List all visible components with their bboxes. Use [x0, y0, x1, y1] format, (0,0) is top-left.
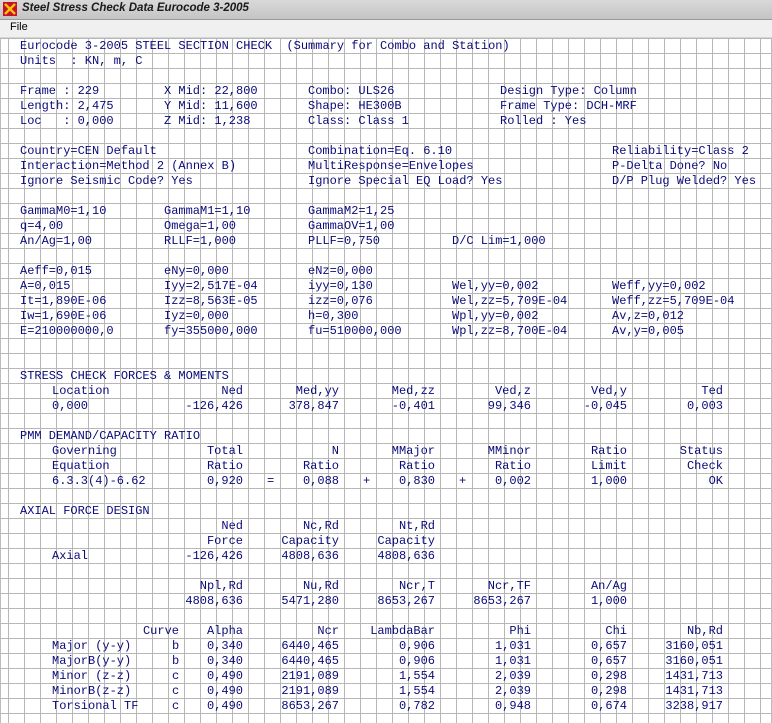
buckling-ncr: 6440,465 [281, 654, 339, 668]
prop-avz: Av,z=0,012 [612, 309, 685, 323]
forces-vedz: 99,346 [487, 399, 531, 413]
axial-header-ncrd: Nc,Rd [302, 519, 339, 533]
pmm-equals: = [267, 474, 275, 488]
forces-medzz: -0,401 [391, 399, 435, 413]
pmm-header-ratio: Ratio [590, 444, 627, 458]
forces-ned: -126,426 [185, 399, 243, 413]
pmm-mmajor-ratio: 0,830 [398, 474, 435, 488]
section-class: Class: Class 1 [308, 114, 409, 128]
pmm-plus-2: + [459, 474, 467, 488]
buckling-lambdabar: 1,554 [398, 684, 435, 698]
buckling-alpha: 0,340 [206, 654, 243, 668]
frame-length: Length: 2,475 [20, 99, 114, 113]
buckling-mode: MinorB(z-z) [52, 684, 132, 698]
pmm-header-limit: Limit [590, 459, 627, 473]
buckling-mode: MajorB(y-y) [52, 654, 132, 668]
interaction: Interaction=Method 2 (Annex B) [20, 159, 237, 173]
buckling-mode: Minor (z-z) [52, 669, 132, 683]
q-factor: q=4,00 [20, 219, 64, 233]
prop-iyy-radius: iyy=0,130 [308, 279, 373, 293]
buckling-phi: 1,031 [494, 639, 531, 653]
gamma-m0: GammaM0=1,10 [20, 204, 107, 218]
pmm-title: PMM DEMAND/CAPACITY RATIO [20, 429, 201, 443]
axial-header-capacity-t: Capacity [377, 534, 435, 548]
gamma-ov: GammaOV=1,00 [308, 219, 395, 233]
prop-fu: fu=510000,000 [308, 324, 402, 338]
buckling-phi: 1,031 [494, 654, 531, 668]
pmm-status: OK [708, 474, 723, 488]
menu-bar [0, 20, 772, 38]
axial-ntrd: 4808,636 [377, 549, 435, 563]
menu-file[interactable]: File [10, 21, 28, 33]
prop-fy: fy=355000,000 [164, 324, 258, 338]
buckling-chi: 0,298 [590, 669, 627, 683]
prop-aeff: Aeff=0,015 [20, 264, 93, 278]
prop-e: E=210000000,0 [20, 324, 114, 338]
axial-ncrd: 4808,636 [281, 549, 339, 563]
dc-limit: D/C Lim=1,000 [452, 234, 546, 248]
pmm-mminor-ratio: 0,002 [494, 474, 531, 488]
combo: Combo: ULS26 [308, 84, 395, 98]
prop-eny: eNy=0,000 [164, 264, 229, 278]
buckling-header-chi: Chi [605, 624, 627, 638]
buckling-alpha: 0,490 [206, 669, 243, 683]
pmm-header-mminor-ratio: Ratio [494, 459, 531, 473]
rolled: Rolled : Yes [500, 114, 587, 128]
axial-header-capacity-c: Capacity [281, 534, 339, 548]
prop-welyy: Wel,yy=0,002 [452, 279, 539, 293]
axial-ncrt: 8653,267 [377, 594, 435, 608]
forces-medyy: 378,847 [288, 399, 339, 413]
axial-header-ncrtf: Ncr,TF [487, 579, 531, 593]
multiresponse: MultiResponse=Envelopes [308, 159, 474, 173]
buckling-alpha: 0,340 [206, 639, 243, 653]
pdelta: P-Delta Done? No [612, 159, 728, 173]
buckling-chi: 0,674 [590, 699, 627, 713]
buckling-curve: c [172, 684, 180, 698]
buckling-header-ncr: Ncr [317, 624, 339, 638]
forces-header-medzz: Med,zz [391, 384, 435, 398]
ignore-special: Ignore Special EQ Load? Yes [308, 174, 503, 188]
pmm-header-n: N [331, 444, 339, 458]
prop-izz-radius: izz=0,076 [308, 294, 373, 308]
buckling-chi: 0,657 [590, 654, 627, 668]
forces-header-vedy: Ved,y [590, 384, 627, 398]
prop-iyz: Iyz=0,000 [164, 309, 229, 323]
buckling-mode: Torsional TF [52, 699, 139, 713]
pmm-header-status: Status [679, 444, 723, 458]
axial-header-force: Force [206, 534, 243, 548]
buckling-nbrd: 3160,051 [665, 654, 723, 668]
buckling-lambdabar: 0,906 [398, 654, 435, 668]
gamma-m1: GammaM1=1,10 [164, 204, 251, 218]
forces-header-ted: Ted [701, 384, 723, 398]
axial-anag: 1,000 [590, 594, 627, 608]
axial-header-ncrt: Ncr,T [398, 579, 435, 593]
frame-type: Frame Type: DCH-MRF [500, 99, 637, 113]
buckling-chi: 0,298 [590, 684, 627, 698]
pmm-plus-1: + [363, 474, 371, 488]
buckling-ncr: 8653,267 [281, 699, 339, 713]
forces-header-medyy: Med,yy [295, 384, 339, 398]
app-icon [3, 2, 17, 16]
buckling-ncr: 2191,089 [281, 684, 339, 698]
rllf: RLLF=1,000 [164, 234, 237, 248]
prop-iw: Iw=1,690E-06 [20, 309, 107, 323]
buckling-curve: b [172, 654, 180, 668]
forces-location: 0,000 [52, 399, 89, 413]
omega: Omega=1,00 [164, 219, 237, 233]
frame-loc: Loc : 0,000 [20, 114, 114, 128]
prop-weffzz: Weff,zz=5,709E-04 [612, 294, 735, 308]
pmm-header-n-ratio: Ratio [302, 459, 339, 473]
report-title: Eurocode 3-2005 STEEL SECTION CHECK (Summary for Combo and Station) [20, 39, 510, 53]
forces-header-location: Location [52, 384, 110, 398]
buckling-header-alpha: Alpha [206, 624, 243, 638]
prop-avy: Av,y=0,005 [612, 324, 685, 338]
buckling-nbrd: 1431,713 [665, 684, 723, 698]
an-ag: An/Ag=1,00 [20, 234, 93, 248]
buckling-phi: 0,948 [494, 699, 531, 713]
gamma-m2: GammaM2=1,25 [308, 204, 395, 218]
buckling-header-lambdabar: LambdaBar [370, 624, 435, 638]
axial-nplrd: 4808,636 [185, 594, 243, 608]
forces-header-ned: Ned [221, 384, 243, 398]
buckling-curve: c [172, 669, 180, 683]
buckling-curve: b [172, 639, 180, 653]
ignore-seismic: Ignore Seismic Code? Yes [20, 174, 193, 188]
axial-header-nplrd: Npl,Rd [199, 579, 243, 593]
frame-id: Frame : 229 [20, 84, 100, 98]
buckling-phi: 2,039 [494, 669, 531, 683]
axial-ned: -126,426 [185, 549, 243, 563]
design-type: Design Type: Column [500, 84, 637, 98]
pmm-ratio-limit: 1,000 [590, 474, 627, 488]
combination: Combination=Eq. 6.10 [308, 144, 453, 158]
buckling-nbrd: 1431,713 [665, 669, 723, 683]
axial-nurd: 5471,280 [281, 594, 339, 608]
buckling-mode: Major (y-y) [52, 639, 132, 653]
forces-title: STRESS CHECK FORCES & MOMENTS [20, 369, 229, 383]
window-title: Steel Stress Check Data Eurocode 3-2005 [22, 2, 249, 14]
buckling-header-phi: Phi [509, 624, 531, 638]
prop-welzz: Wel,zz=5,709E-04 [452, 294, 568, 308]
buckling-nbrd: 3238,917 [665, 699, 723, 713]
prop-it: It=1,890E-06 [20, 294, 107, 308]
pmm-header-governing: Governing [52, 444, 117, 458]
pmm-header-total-ratio: Ratio [206, 459, 243, 473]
prop-enz: eNz=0,000 [308, 264, 373, 278]
buckling-header-nbrd: Nb,Rd [686, 624, 723, 638]
title-bar [0, 0, 772, 20]
y-mid: Y Mid: 11,600 [164, 99, 258, 113]
pmm-header-mmajor-ratio: Ratio [398, 459, 435, 473]
forces-vedy: -0,045 [583, 399, 627, 413]
units-line: Units : KN, m, C [20, 54, 143, 68]
buckling-chi: 0,657 [590, 639, 627, 653]
buckling-phi: 2,039 [494, 684, 531, 698]
buckling-lambdabar: 0,906 [398, 639, 435, 653]
prop-wplyy: Wpl,yy=0,002 [452, 309, 539, 323]
country: Country=CEN Default [20, 144, 157, 158]
prop-weffyy: Weff,yy=0,002 [612, 279, 706, 293]
prop-wplzz: Wpl,zz=8,700E-04 [452, 324, 568, 338]
buckling-header-curve: Curve [142, 624, 179, 638]
forces-ted: 0,003 [686, 399, 723, 413]
x-mid: X Mid: 22,800 [164, 84, 258, 98]
axial-header-ntrd: Nt,Rd [398, 519, 435, 533]
pllf: PLLF=0,750 [308, 234, 381, 248]
z-mid: Z Mid: 1,238 [164, 114, 251, 128]
pmm-n-ratio: 0,088 [302, 474, 339, 488]
pmm-header-total: Total [206, 444, 243, 458]
buckling-lambdabar: 1,554 [398, 669, 435, 683]
prop-iyy: Iyy=2,517E-04 [164, 279, 258, 293]
buckling-lambdabar: 0,782 [398, 699, 435, 713]
axial-row-label: Axial [52, 549, 89, 563]
buckling-ncr: 6440,465 [281, 639, 339, 653]
dp-plug: D/P Plug Welded? Yes [612, 174, 757, 188]
axial-header-nurd: Nu,Rd [302, 579, 339, 593]
buckling-curve: c [172, 699, 180, 713]
pmm-header-mminor: MMinor [487, 444, 531, 458]
buckling-alpha: 0,490 [206, 699, 243, 713]
pmm-header-check: Check [686, 459, 723, 473]
axial-header-ned: Ned [221, 519, 243, 533]
axial-ncrtf: 8653,267 [473, 594, 531, 608]
axial-title: AXIAL FORCE DESIGN [20, 504, 150, 518]
report-sheet [0, 38, 772, 723]
prop-izz: Izz=8,563E-05 [164, 294, 258, 308]
pmm-total-ratio: 0,920 [206, 474, 243, 488]
reliability: Reliability=Class 2 [612, 144, 749, 158]
prop-a: A=0,015 [20, 279, 71, 293]
pmm-header-mmajor: MMajor [391, 444, 435, 458]
buckling-ncr: 2191,089 [281, 669, 339, 683]
shape: Shape: HE300B [308, 99, 402, 113]
pmm-equation: 6.3.3(4)-6.62 [52, 474, 146, 488]
buckling-nbrd: 3160,051 [665, 639, 723, 653]
forces-header-vedz: Ved,z [494, 384, 531, 398]
buckling-alpha: 0,490 [206, 684, 243, 698]
pmm-header-equation: Equation [52, 459, 110, 473]
prop-h: h=0,300 [308, 309, 359, 323]
axial-header-anag: An/Ag [590, 579, 627, 593]
